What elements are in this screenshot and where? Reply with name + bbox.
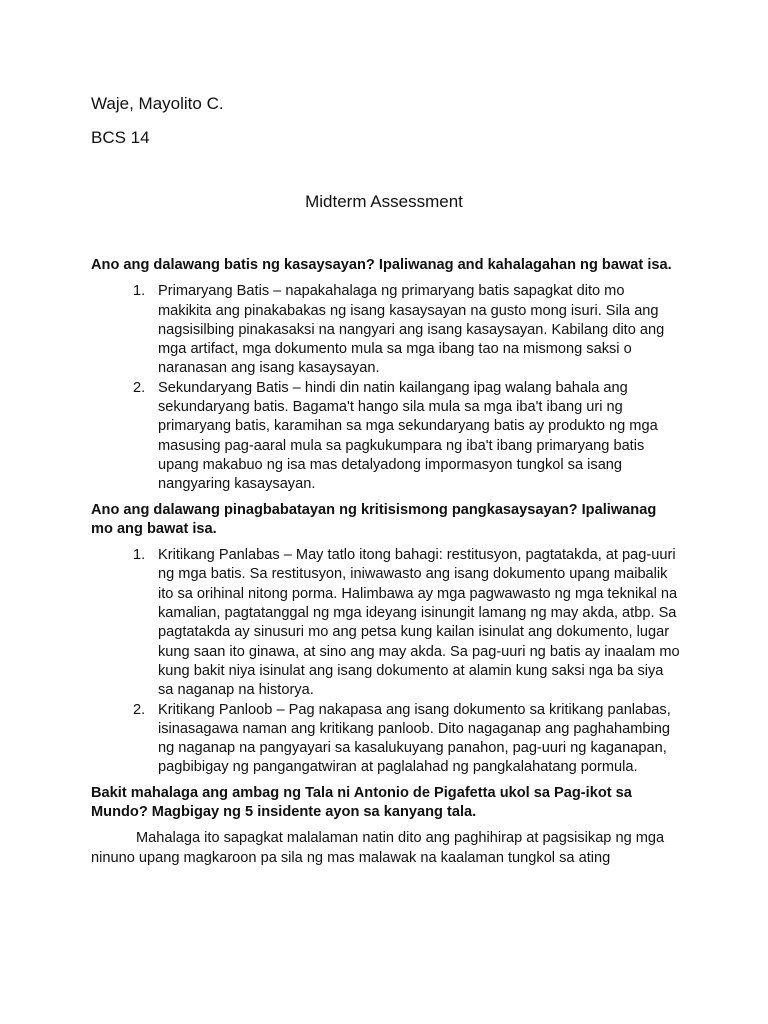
class-section: BCS 14 — [91, 128, 150, 147]
answer-paragraph-3: Mahalaga ito sapagkat malalaman natin dito ang paghihirap at pagsisikap ng mga ninuno upang magkaroon pa sila ng mas malawak na kaalaman tungkol sa ating — [91, 830, 665, 866]
list-item-text: Kritikang Panloob – Pag nakapasa ang isang dokumento sa kritikang panlabas, isinasagawa naman ang kritikang panloob. Dito nagaganap ang paghahambing ng naganap na pangyayari sa kasalukuyang panahon, pag-uuri ng kaganapan, pagbibigay ng pangangatwiran at paglalahad ng pangkalahatang pormula. — [158, 701, 671, 776]
question-2: Ano ang dalawang pinagbabatayan ng kritisismong pangkasaysayan? Ipaliwanag mo ang bawat isa. — [91, 501, 657, 537]
list-item — [91, 282, 681, 378]
list-item-text: Sekundaryang Batis – hindi din natin kailangang ipag walang bahala ang sekundaryang batis. Bagama't hango sila mula sa mga iba't ibang uri ng primaryang batis, karamihan sa mga sekundaryang batis ay produkto ng mga masusing pag-aaral mula sa pagkukumpara ng iba't ibang primaryang batis upang makabuo ng isa mas detalyadong impormasyon tungkol sa isang nangyaring kasaysayan. — [158, 379, 658, 493]
question-1: Ano ang dalawang batis ng kasaysayan? Ipaliwanag and kahalagahan ng bawat isa. — [91, 257, 672, 273]
list-item — [91, 546, 681, 700]
list-number: 2. — [133, 701, 146, 718]
list-item-text: Primaryang Batis – napakahalaga ng primaryang batis sapagkat dito mo makikita ang pinakabakas ng isang kasaysayan na gusto mong isuri. Sila ang nagsisilbing pinakasaksi na nangyari ang isang kasaysayan. Kabilang dito ang mga artifact, mga dokumento mula sa mga ibang tao na mismong saksi o naranasan ang isang kasaysayan. — [158, 283, 665, 377]
list-number: 1. — [133, 547, 146, 564]
list-item-text: Kritikang Panlabas – May tatlo itong bahagi: restitusyon, pagtatakda, at pag-uuri ng mga batis. Sa restitusyon, iniwawasto ang isang dokumento upang maibalik ito sa orihinal nitong porma. Halimbawa ay mga pagwawasto ng mga teknikal na kamalian, pagtatanggal ng mga ideyang isinungit lamang ng may akda, atbp. Sa pagtatakda ay sinusuri mo ang petsa kung kailan isinulat ang dokumento, lugar kung saan ito ginawa, at sino ang may akda. Sa pag-uuri ng batis ay inaalam mo kung bakit niya isinulat ang isang dokumento at alamin kung saksi nga ba siya sa naganap na historya. — [158, 547, 680, 699]
question-3: Bakit mahalaga ang ambag ng Tala ni Antonio de Pigafetta ukol sa Pag-ikot sa Mundo? Magbigay ng 5 insidente ayon sa kanyang tala. — [91, 784, 632, 821]
list-number: 2. — [133, 379, 146, 396]
answer-list-1 — [91, 282, 681, 494]
document-title: Midterm Assessment — [305, 192, 463, 211]
list-number: 1. — [133, 283, 146, 300]
author-name: Waje, Mayolito C. — [91, 94, 224, 113]
list-item — [91, 379, 681, 495]
list-item — [91, 701, 681, 778]
document-body — [91, 256, 681, 868]
answer-list-2 — [91, 546, 681, 778]
